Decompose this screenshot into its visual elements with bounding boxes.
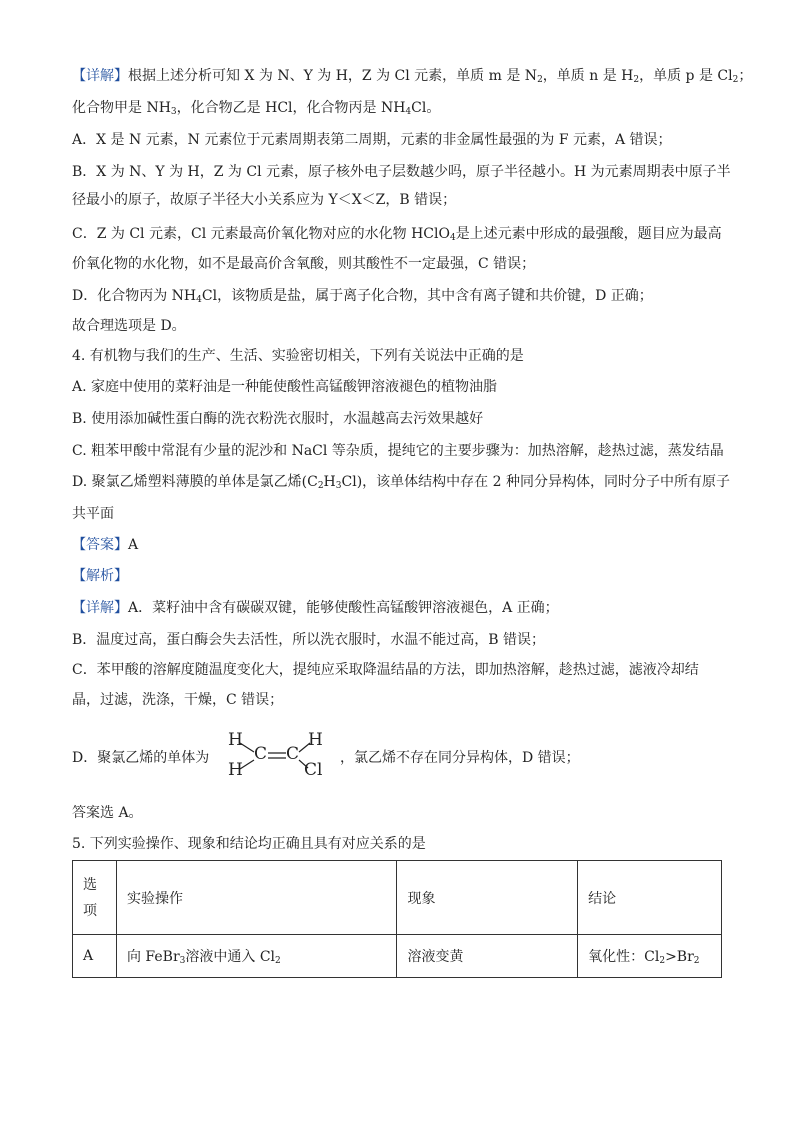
- q4-detail-b: B．温度过高，蛋白酶会失去活性，所以洗衣服时，水温不能过高，B 错误；: [72, 632, 546, 648]
- header-phenomenon: 现象: [397, 861, 578, 935]
- detail-option-b-line-2: 径最小的原子，故原子半径大小关系应为 Y＜X＜Z，B 错误；: [72, 192, 457, 208]
- q4-option-d-line-1: D. 聚氯乙烯塑料薄膜的单体是氯乙烯$(C_2H_3Cl)$，该单体结构中存在 2 种同分异构体，同时分子中所有原子: [72, 474, 730, 491]
- q4-option-d-line-2: 共平面: [72, 506, 114, 522]
- vinyl-chloride-structure: [222, 728, 332, 784]
- q4-answer: 【答案】A: [72, 537, 139, 553]
- structure-h-bottom-left: H: [228, 760, 243, 780]
- table-row: [73, 935, 722, 978]
- detail-line-1: 【详解】根据上述分析可知 X 为 N、Y 为 H，Z 为 Cl 元素，单质 m 是 $N_2$，单质 n 是 $H_2$，单质 p 是 $Cl_2$；: [72, 68, 753, 85]
- structure-h-top-left: H: [228, 730, 243, 750]
- answer-label: 【答案】: [72, 537, 128, 553]
- structure-carbon-2: C: [286, 744, 300, 764]
- q5-table: [72, 860, 722, 978]
- detail-line-2: 化合物甲是 $NH_3$，化合物乙是 HCl，化合物丙是 $NH_4Cl$。: [72, 100, 441, 117]
- structure-chlorine: Cl: [304, 760, 323, 780]
- q5-stem: 5. 下列实验操作、现象和结论均正确且具有对应关系的是: [72, 836, 426, 852]
- q4-option-c: C. 粗苯甲酸中常混有少量的泥沙和 NaCl 等杂质，提纯它的主要步骤为：加热溶解，趁热过滤，蒸发结晶: [72, 443, 724, 459]
- detail-label: 【详解】: [72, 68, 128, 84]
- row-a-phenomenon: 溶液变黄: [397, 935, 578, 978]
- q4-detail-c-line-1: C．苯甲酸的溶解度随温度变化大，提纯应采取降温结晶的方法，即加热溶解，趁热过滤，滤液冷却结: [72, 662, 699, 678]
- header-option: 选 项: [73, 861, 117, 935]
- detail-option-a: A．X 是 N 元素，N 元素位于元素周期表第二周期，元素的非金属性最强的为 F 元素，A 错误；: [72, 132, 672, 148]
- detail-option-b-line-1: B．X 为 N、Y 为 H，Z 为 Cl 元素，原子核外电子层数越少吗，原子半径越小。H 为元素周期表中原子半: [72, 164, 731, 180]
- q4-detail-c-line-2: 晶，过滤，洗涤，干燥，C 错误；: [72, 692, 284, 708]
- q4-final-answer: 答案选 A。: [72, 805, 143, 821]
- header-conclusion: 结论: [578, 861, 722, 935]
- q4-stem: 4. 有机物与我们的生产、生活、实验密切相关，下列有关说法中正确的是: [72, 348, 524, 364]
- q4-option-a: A. 家庭中使用的菜籽油是一种能使酸性高锰酸钾溶液褪色的植物油脂: [72, 379, 498, 395]
- detail-option-d: D．化合物丙为 $NH_4Cl$，该物质是盐，属于离子化合物，其中含有离子键和共价键，D 正确；: [72, 288, 653, 305]
- q4-detail-a: 【详解】A．菜籽油中含有碳碳双键，能够使酸性高锰酸钾溶液褪色，A 正确；: [72, 600, 559, 616]
- structure-bonds: [222, 728, 332, 784]
- row-a-operation: 向 FeBr$_3$溶液中通入 $Cl_2$: [116, 935, 397, 978]
- row-a-conclusion: 氧化性：$Cl_2>Br_2$: [578, 935, 722, 978]
- detail-option-c-line-1: C．Z 为 Cl 元素，Cl 元素最高价氧化物对应的水化物 HClO$_4$是上述元素中形成的最强酸，题目应为最高: [72, 226, 722, 243]
- structure-carbon-1: C: [254, 744, 268, 764]
- q4-option-b: B. 使用添加碱性蛋白酶的洗衣粉洗衣服时，水温越高去污效果越好: [72, 411, 484, 427]
- structure-h-top-right: H: [308, 730, 323, 750]
- table-header-row: [73, 861, 722, 935]
- q4-analysis-label: 【解析】: [72, 568, 128, 584]
- q4-detail-d-suffix: ，氯乙烯不存在同分异构体，D 错误；: [340, 750, 580, 766]
- detail-conclusion: 故合理选项是 D。: [72, 318, 186, 334]
- q4-detail-d-prefix: D．聚氯乙烯的单体为: [72, 750, 210, 766]
- detail-option-c-line-2: 价氧化物的水化物，如不是最高价含氧酸，则其酸性不一定最强，C 错误；: [72, 256, 536, 272]
- header-operation: 实验操作: [116, 861, 397, 935]
- row-a-option: A: [73, 935, 117, 978]
